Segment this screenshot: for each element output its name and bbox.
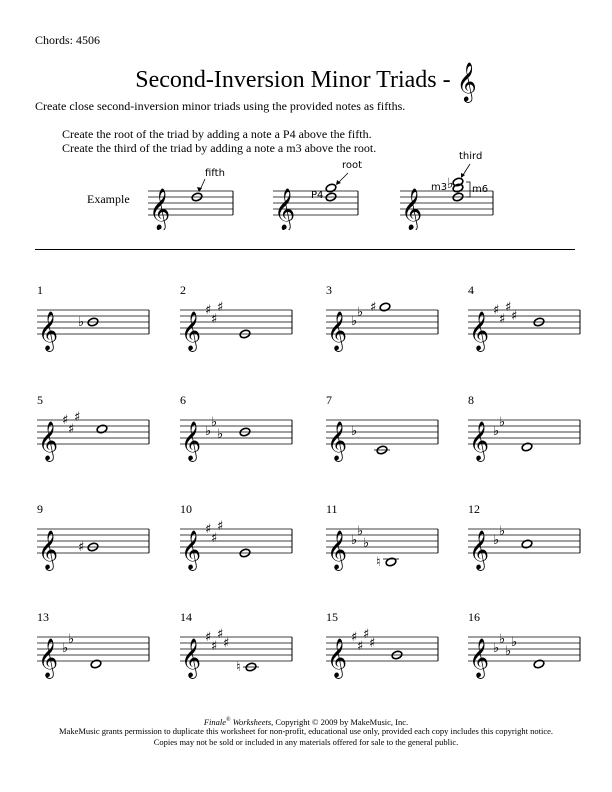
footer-line-2: MakeMusic grants permission to duplicate this worksheet for non-profit, educational use only, provided each copy includes this copyright notice. — [59, 726, 553, 736]
whole-note — [96, 424, 108, 434]
sharp-icon: ♯ — [351, 630, 358, 645]
exercise-number: 6 — [180, 393, 186, 407]
treble-clef-icon: 𝄞 — [327, 311, 348, 351]
sharp-icon: ♯ — [217, 519, 224, 534]
flat-icon: ♭ — [68, 632, 75, 647]
flat-icon: ♭ — [363, 536, 370, 551]
flat-icon: ♭ — [62, 641, 69, 656]
treble-clef-icon: 𝄞 — [469, 311, 490, 351]
treble-clef-icon: 𝄞 — [401, 189, 423, 230]
whole-note — [533, 659, 545, 669]
sharp-icon: ♯ — [74, 410, 81, 425]
treble-clef-icon: 𝄞 — [38, 530, 59, 570]
flat-icon: ♭ — [493, 641, 500, 656]
example-staff-1 — [149, 168, 233, 230]
exercise-number: 14 — [180, 610, 192, 624]
treble-clef-icon: 𝄞 — [327, 421, 348, 461]
exercise-staff — [324, 293, 442, 363]
exercise-staff — [178, 512, 296, 582]
sharp-icon: ♯ — [205, 303, 212, 318]
whole-note — [325, 183, 337, 193]
exercise-number: 2 — [180, 283, 186, 297]
sharp-icon: ♯ — [217, 300, 224, 315]
sharp-icon: ♯ — [205, 630, 212, 645]
exercise-number: 8 — [468, 393, 474, 407]
sharp-icon: ♯ — [370, 300, 377, 315]
treble-clef-icon: 𝄞 — [327, 530, 348, 570]
page-title — [0, 62, 612, 102]
treble-clef-icon: 𝄞 — [469, 421, 490, 461]
flat-icon: ♭ — [493, 424, 500, 439]
footer-line-3: Copies may not be sold or included in any materials offered for sale to the general public. — [153, 737, 459, 747]
flat-icon: ♭ — [78, 315, 85, 330]
exercise-number: 15 — [326, 610, 338, 624]
sharp-icon: ♯ — [211, 531, 218, 546]
sharp-icon: ♯ — [217, 627, 224, 642]
sharp-icon: ♯ — [223, 636, 230, 651]
m3-label: m3 — [431, 182, 448, 193]
flat-icon: ♭ — [357, 524, 364, 539]
flat-icon: ♭ — [217, 427, 224, 442]
whole-note — [521, 442, 533, 452]
treble-clef-icon: 𝄞 — [327, 638, 348, 678]
flat-icon: ♭ — [211, 415, 218, 430]
sharp-icon: ♯ — [493, 303, 500, 318]
root-label: root — [342, 160, 363, 171]
sharp-icon: ♯ — [205, 522, 212, 537]
exercise-number: 10 — [180, 502, 192, 516]
whole-note — [379, 302, 391, 312]
whole-note — [90, 659, 102, 669]
whole-note — [385, 557, 397, 567]
treble-clef-icon: 𝄞 — [38, 311, 59, 351]
divider — [35, 249, 575, 250]
flat-icon: ♭ — [205, 424, 212, 439]
exercise-staff — [35, 403, 153, 473]
treble-clef-icon: 𝄞 — [469, 638, 490, 678]
exercise-staff — [466, 620, 584, 690]
example-staves — [0, 150, 612, 230]
flat-icon: ♭ — [351, 314, 358, 329]
whole-note — [521, 539, 533, 549]
exercise-staff — [466, 293, 584, 363]
exercise-number: 12 — [468, 502, 480, 516]
exercise-number: 1 — [37, 283, 43, 297]
sharp-icon: ♯ — [499, 312, 506, 327]
sharp-icon: ♯ — [369, 636, 376, 651]
treble-clef-icon: 𝄞 — [274, 189, 296, 230]
exercise-staff — [324, 403, 442, 473]
exercise-staff — [178, 403, 296, 473]
instructions-intro: Create close second-inversion minor triads using the provided notes as fifths. — [35, 99, 406, 113]
fifth-label: fifth — [205, 168, 225, 179]
exercise-staff — [178, 620, 296, 690]
m6-label: m6 — [472, 184, 489, 195]
sharp-icon: ♯ — [357, 639, 364, 654]
exercise-number: 4 — [468, 283, 474, 297]
flat-icon: ♭ — [351, 424, 358, 439]
flat-icon: ♭ — [357, 305, 364, 320]
exercise-staff — [324, 512, 442, 582]
exercise-staff — [466, 512, 584, 582]
treble-clef-icon: 𝄞 — [149, 189, 171, 230]
exercise-number: 9 — [37, 502, 43, 516]
exercise-number: 16 — [468, 610, 480, 624]
flat-icon: ♭ — [499, 632, 506, 647]
flat-icon: ♭ — [351, 533, 358, 548]
flat-icon: ♭ — [499, 524, 506, 539]
title-text: Second-Inversion Minor Triads - — [135, 67, 451, 93]
sharp-icon: ♯ — [511, 309, 518, 324]
exercise-number: 7 — [326, 393, 332, 407]
treble-clef-icon: 𝄞 — [181, 311, 202, 351]
exercise-number: 13 — [37, 610, 49, 624]
treble-clef-icon: 𝄞 — [38, 638, 59, 678]
flat-icon: ♭ — [499, 415, 506, 430]
treble-clef-icon: 𝄞 — [181, 638, 202, 678]
treble-clef-icon: 𝄞 — [38, 421, 59, 461]
example-label: Example — [87, 192, 130, 206]
sharp-icon: ♯ — [211, 639, 218, 654]
arrow-icon — [463, 164, 470, 175]
sharp-icon: ♯ — [363, 627, 370, 642]
sharp-icon: ♯ — [62, 413, 69, 428]
sharp-icon: ♯ — [505, 300, 512, 315]
arrow-icon — [338, 173, 348, 183]
instruction-step-2: Create the third of the triad by adding a note a m3 above the root. — [62, 141, 377, 155]
exercise-number: 5 — [37, 393, 43, 407]
flat-icon: ♭ — [511, 635, 518, 650]
exercise-staff — [466, 403, 584, 473]
exercise-number: 11 — [326, 502, 338, 516]
natural-icon: ♮ — [376, 555, 381, 570]
exercise-staff — [178, 293, 296, 363]
treble-clef-icon: 𝄞 — [181, 530, 202, 570]
p4-label: P4 — [311, 190, 324, 201]
exercise-number: 3 — [326, 283, 332, 297]
third-label: third — [459, 151, 483, 162]
instruction-step-1: Create the root of the triad by adding a note a P4 above the fifth. — [62, 127, 372, 141]
flat-icon: ♭ — [493, 533, 500, 548]
sharp-icon: ♯ — [68, 422, 75, 437]
exercise-staff — [35, 512, 153, 582]
flat-icon: ♭ — [447, 176, 454, 192]
catalog-number: Chords: 4506 — [35, 33, 101, 47]
example-staff-3 — [401, 151, 493, 230]
example-staff-2 — [274, 160, 362, 230]
footer-line-1: Finale® Worksheets, Copyright © 2009 by MakeMusic, Inc. — [203, 716, 409, 727]
treble-clef-icon: 𝄞 — [456, 62, 477, 102]
natural-icon: ♮ — [236, 660, 241, 675]
exercise-staff — [324, 620, 442, 690]
flat-icon: ♭ — [505, 644, 512, 659]
sharp-icon: ♯ — [78, 540, 85, 555]
exercise-staff — [35, 620, 153, 690]
sharp-icon: ♯ — [211, 312, 218, 327]
treble-clef-icon: 𝄞 — [469, 530, 490, 570]
treble-clef-icon: 𝄞 — [181, 421, 202, 461]
exercise-staff — [35, 293, 153, 363]
